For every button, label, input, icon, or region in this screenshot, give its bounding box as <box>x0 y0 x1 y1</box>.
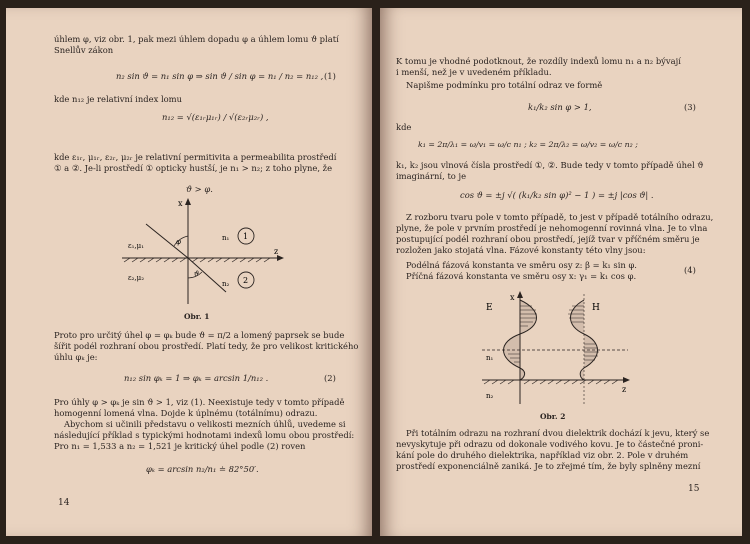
axis-z-label: z <box>622 385 627 394</box>
text-line: kde n₁₂ je relativní index lomu <box>54 94 183 104</box>
medium-1-label: ε₁,μ₁ <box>128 242 145 250</box>
page-number: 14 <box>58 498 70 508</box>
equation-k: k₁ = 2π/λ₁ = ω/v₁ = ω/c n₁ ; k₂ = 2π/λ₂ = ω/v₂ = ω/c n₂ ; <box>418 140 638 149</box>
text-line: Z rozboru tvaru pole v tomto případě, to jest v případě totálního odrazu, <box>406 212 714 222</box>
text-line: i menší, než je v uvedeném příkladu. <box>396 67 552 77</box>
text-line: K tomu je vhodné podotknout, že rozdíly indexů lomu n₁ a n₂ bývají <box>396 56 681 66</box>
equation-number: (1) <box>324 71 336 81</box>
text-line: k₁, k₂ jsou vlnová čísla prostředí ①, ②. Bude tedy v tomto případě úhel ϑ <box>396 160 704 170</box>
n2-label: n₂ <box>222 280 230 288</box>
circle-1-label: 1 <box>243 232 249 241</box>
text-line: šířit podél rozhraní obou prostředí. Platí tedy, že pro velikost kritického <box>54 341 359 351</box>
text-line: Snellův zákon <box>54 45 114 55</box>
page-number: 15 <box>688 484 700 494</box>
angle-phi-label: φ <box>176 238 181 246</box>
equation-3: k₁/k₂ sin φ > 1, <box>528 102 592 112</box>
text-line: kde <box>396 122 412 132</box>
equation-number: (2) <box>324 373 336 383</box>
equation-phi: φₖ = arcsin n₂/n₁ ≐ 82°50′. <box>146 464 259 474</box>
text-line: postupující podél rozhraní obou prostředí, jejíž tvar v příčném směru je <box>396 234 700 244</box>
inequality: ϑ > φ. <box>186 184 213 194</box>
field-e-label: E <box>486 303 493 313</box>
text-line: Pro n₁ = 1,533 a n₂ = 1,521 je kritický úhel podle (2) roven <box>54 441 306 451</box>
angle-theta-label: ϑ <box>194 270 200 278</box>
figure-2-caption: Obr. 2 <box>540 412 566 421</box>
text-line: nevyskytuje při odrazu od dokonale vodivého kovu. Je to částečné proni- <box>396 439 704 449</box>
figure-1 <box>116 196 286 306</box>
n1-label: n₁ <box>222 234 230 242</box>
equation-n12: n₁₂ = √(ε₁ᵣμ₁ᵣ) / √(ε₂ᵣμ₂ᵣ) , <box>162 112 269 122</box>
equation-1: n₂ sin ϑ = n₁ sin φ ⇒ sin ϑ / sin φ = n₁ / n₂ = n₁₂ , <box>116 71 324 81</box>
text-line: následující příklad s typickými hodnotami indexů lomu obou prostředí: <box>54 430 355 440</box>
phase-constant-z: Podélná fázová konstanta ve směru osy z: β = k₁ sin φ. <box>406 260 637 270</box>
text-line: imaginární, to je <box>396 171 467 181</box>
phase-constant-x: Příčná fázová konstanta ve směru osy x: γ₁ = k₁ cos φ. <box>406 271 637 281</box>
text-line: homogenní lomená vlna. Dojde k úplnému (totálnímu) odrazu. <box>54 408 318 418</box>
axis-x-label: x <box>178 199 183 208</box>
text-line: kání pole do druhého dielektrika, například viz obr. 2. Pole v druhém <box>396 450 689 460</box>
text-line: Napišme podmínku pro totální odraz ve formě <box>406 80 603 90</box>
text-line: Při totálním odrazu na rozhraní dvou dielektrik dochází k jevu, který se <box>406 428 710 438</box>
text-line: Pro úhly φ > φₖ je sin ϑ > 1, viz (1). Neexistuje tedy v tomto případě <box>54 397 345 407</box>
text-line: Proto pro určitý úhel φ = φₖ bude ϑ = π/2 a lomený paprsek se bude <box>54 330 345 340</box>
n2-label: n₂ <box>486 392 494 400</box>
equation-number: (3) <box>684 102 696 112</box>
text-line: úhlu φₖ je: <box>54 352 98 362</box>
n1-label: n₁ <box>486 354 494 362</box>
left-page <box>6 8 372 536</box>
axis-x-label: x <box>510 293 515 302</box>
axis-z-label: z <box>274 247 279 256</box>
equation-cos: cos ϑ = ±j √( (k₁/k₂ sin φ)² − 1 ) = ±j |cos ϑ| . <box>460 190 654 200</box>
text-line: rozložen jako stojatá vlna. Fázové konstanty této vlny jsou: <box>396 245 646 255</box>
text-line: plyne, že pole v prvním prostředí je nehomogenní rovinná vlna. Je to vlna <box>396 223 708 233</box>
figure-1-caption: Obr. 1 <box>184 312 210 321</box>
equation-2: n₁₂ sin φₖ = 1 ⇒ φₖ = arcsin 1/n₁₂ . <box>124 373 269 383</box>
text-line: Abychom si učinili představu o velikosti mezních úhlů, uvedeme si <box>64 419 346 429</box>
field-h-label: H <box>592 303 600 313</box>
equation-number: (4) <box>684 265 696 275</box>
figure-2 <box>480 288 650 408</box>
text-line: úhlem φ, viz obr. 1, pak mezi úhlem dopadu φ a úhlem lomu ϑ platí <box>54 34 339 44</box>
medium-2-label: ε₂,μ₂ <box>128 274 145 282</box>
right-page <box>380 8 742 536</box>
text-paragraph: kde ε₁ᵣ, μ₁ᵣ, ε₂ᵣ, μ₂ᵣ je relativní permitivita a permeabilita prostředí ① a ②. Je-li prostředí ① opticky hustší, je n₁ > n₂; z toho plyne, že <box>54 152 337 173</box>
circle-2-label: 2 <box>243 276 249 285</box>
text-line: prostředí exponenciálně zaniká. Je to zřejmé tím, že byly splněny mezní <box>396 461 701 471</box>
